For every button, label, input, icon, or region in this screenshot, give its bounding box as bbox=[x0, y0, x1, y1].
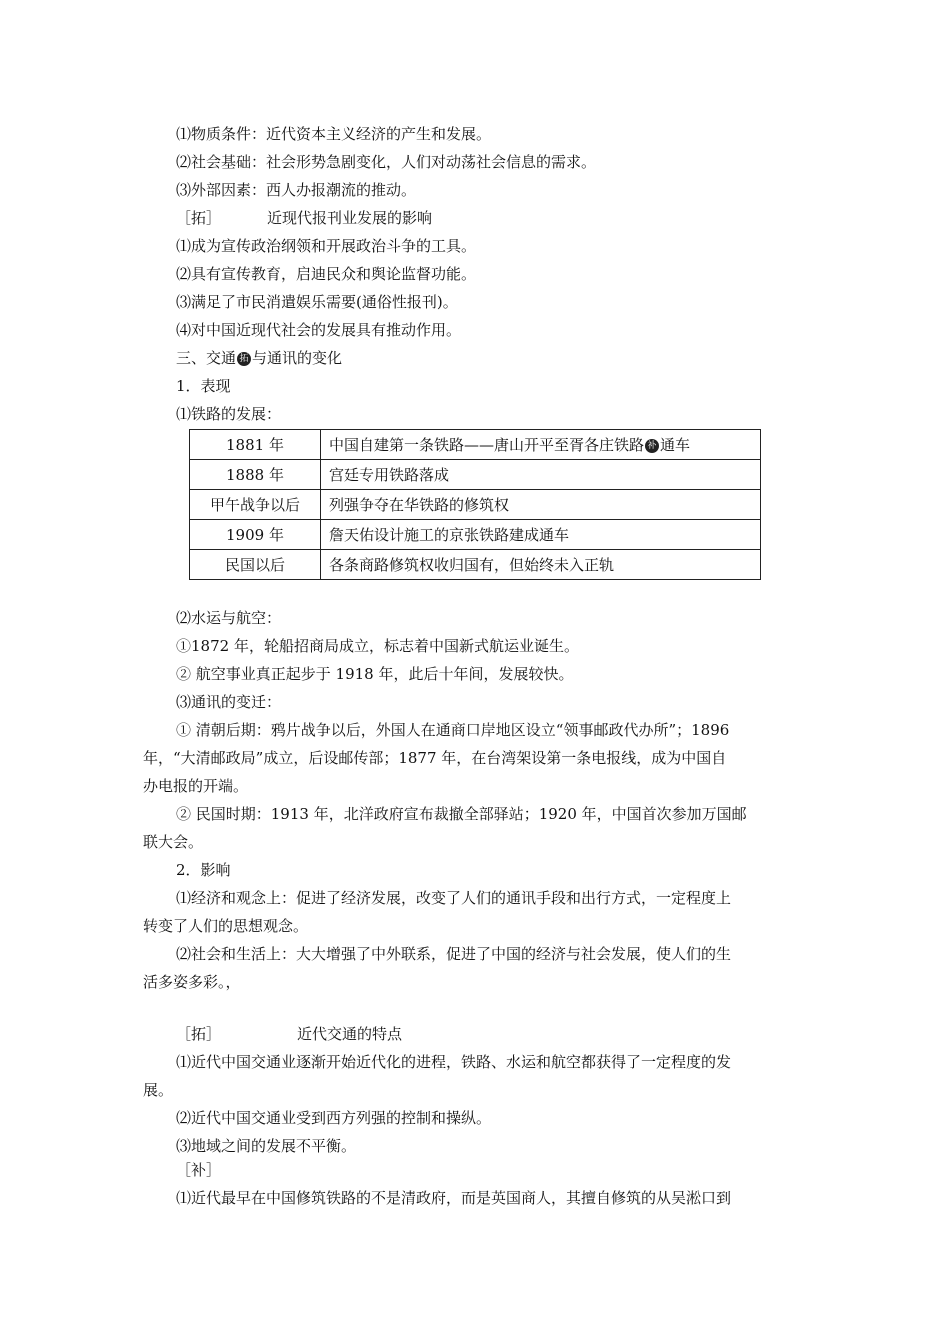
extension-item: ⑷对中国近现代社会的发展具有推动作用。 bbox=[176, 321, 462, 339]
extension-tag: ［拓］ bbox=[176, 209, 222, 227]
subsection-heading: 1．表现 bbox=[176, 377, 231, 395]
impact-paragraph-line: ⑴经济和观念上：促进了经济发展，改变了人们的通讯手段和出行方式，一定程度上 bbox=[176, 889, 732, 907]
table-cell-time: 民国以后 bbox=[190, 550, 321, 580]
extension-item: ⑴近代中国交通业逐渐开始近代化的进程，铁路、水运和航空都获得了一定程度的发 bbox=[176, 1053, 732, 1071]
table-row bbox=[190, 550, 761, 580]
comm-paragraph-line: ② 民国时期：1913 年，北洋政府宣布裁撤全部驿站；1920 年，中国首次参加万国邮 bbox=[176, 805, 747, 823]
table-row bbox=[190, 430, 761, 460]
comm-paragraph-line: 联大会。 bbox=[143, 833, 204, 851]
comm-paragraph-line: 年，“大清邮政局”成立，后设邮传部；1877 年，在台湾架设第一条电报线，成为中国自 bbox=[143, 749, 727, 767]
railway-table bbox=[189, 429, 761, 580]
table-cell-time: 1881 年 bbox=[190, 430, 321, 460]
extension-item: ⑶满足了市民消遣娱乐需要(通俗性报刊)。 bbox=[176, 293, 458, 311]
extension-title: 近现代报刊业发展的影响 bbox=[267, 209, 433, 227]
table-row bbox=[190, 520, 761, 550]
cause-external: ⑶外部因素：西人办报潮流的推动。 bbox=[176, 181, 417, 199]
comm-paragraph-line: 办电报的开端。 bbox=[143, 777, 249, 795]
supplement-line: ⑴近代最早在中国修筑铁路的不是清政府，而是英国商人，其擅自修筑的从吴淞口到 bbox=[176, 1189, 732, 1207]
extension-tag: ［拓］ bbox=[176, 1025, 222, 1043]
extension-item: ⑶地域之间的发展不平衡。 bbox=[176, 1137, 357, 1155]
table-cell-event: 詹天佑设计施工的京张铁路建成通车 bbox=[321, 520, 761, 550]
section-heading: 三、交通 拓 与通讯的变化 bbox=[176, 349, 343, 367]
impact-paragraph-line: 活多姿多彩。， bbox=[143, 973, 241, 991]
extension-item: 展。 bbox=[143, 1081, 174, 1099]
water-item: ② 航空事业真正起步于 1918 年，此后十年间，发展较快。 bbox=[176, 665, 574, 683]
impact-paragraph-line: 转变了人们的思想观念。 bbox=[143, 917, 309, 935]
table-cell-time: 甲午战争以后 bbox=[190, 490, 321, 520]
extension-item: ⑵近代中国交通业受到西方列强的控制和操纵。 bbox=[176, 1109, 492, 1127]
comm-paragraph-line: ① 清朝后期：鸦片战争以后，外国人在通商口岸地区设立“领事邮政代办所”；1896 bbox=[176, 721, 730, 739]
water-heading: ⑵水运与航空： bbox=[176, 609, 282, 627]
subsection-heading: 2．影响 bbox=[176, 861, 231, 879]
extension-item: ⑴成为宣传政治纲领和开展政治斗争的工具。 bbox=[176, 237, 477, 255]
extension-mark-icon: 拓 bbox=[237, 352, 251, 366]
table-row bbox=[190, 460, 761, 490]
supplement-mark-icon: 补 bbox=[645, 439, 659, 453]
table-cell-event: 中国自建第一条铁路——唐山开平至胥各庄铁路 补 通车 bbox=[321, 430, 761, 460]
comm-heading: ⑶通讯的变迁： bbox=[176, 693, 282, 711]
table-cell-time: 1909 年 bbox=[190, 520, 321, 550]
water-item: ①1872 年，轮船招商局成立，标志着中国新式航运业诞生。 bbox=[176, 637, 579, 655]
table-cell-time: 1888 年 bbox=[190, 460, 321, 490]
table-row bbox=[190, 490, 761, 520]
supplement-tag: ［补］ bbox=[176, 1161, 222, 1179]
table-cell-event: 各条商路修筑权收归国有，但始终未入正轨 bbox=[321, 550, 761, 580]
cause-social: ⑵社会基础：社会形势急剧变化，人们对动荡社会信息的需求。 bbox=[176, 153, 597, 171]
impact-paragraph-line: ⑵社会和生活上：大大增强了中外联系，促进了中国的经济与社会发展，使人们的生 bbox=[176, 945, 732, 963]
extension-title: 近代交通的特点 bbox=[297, 1025, 403, 1043]
table-cell-event: 列强争夺在华铁路的修筑权 bbox=[321, 490, 761, 520]
extension-heading bbox=[176, 208, 432, 228]
cause-material: ⑴物质条件：近代资本主义经济的产生和发展。 bbox=[176, 125, 492, 143]
extension-heading bbox=[176, 1024, 402, 1044]
extension-item: ⑵具有宣传教育，启迪民众和舆论监督功能。 bbox=[176, 265, 477, 283]
table-cell-event: 宫廷专用铁路落成 bbox=[321, 460, 761, 490]
railway-heading: ⑴铁路的发展： bbox=[176, 405, 282, 423]
